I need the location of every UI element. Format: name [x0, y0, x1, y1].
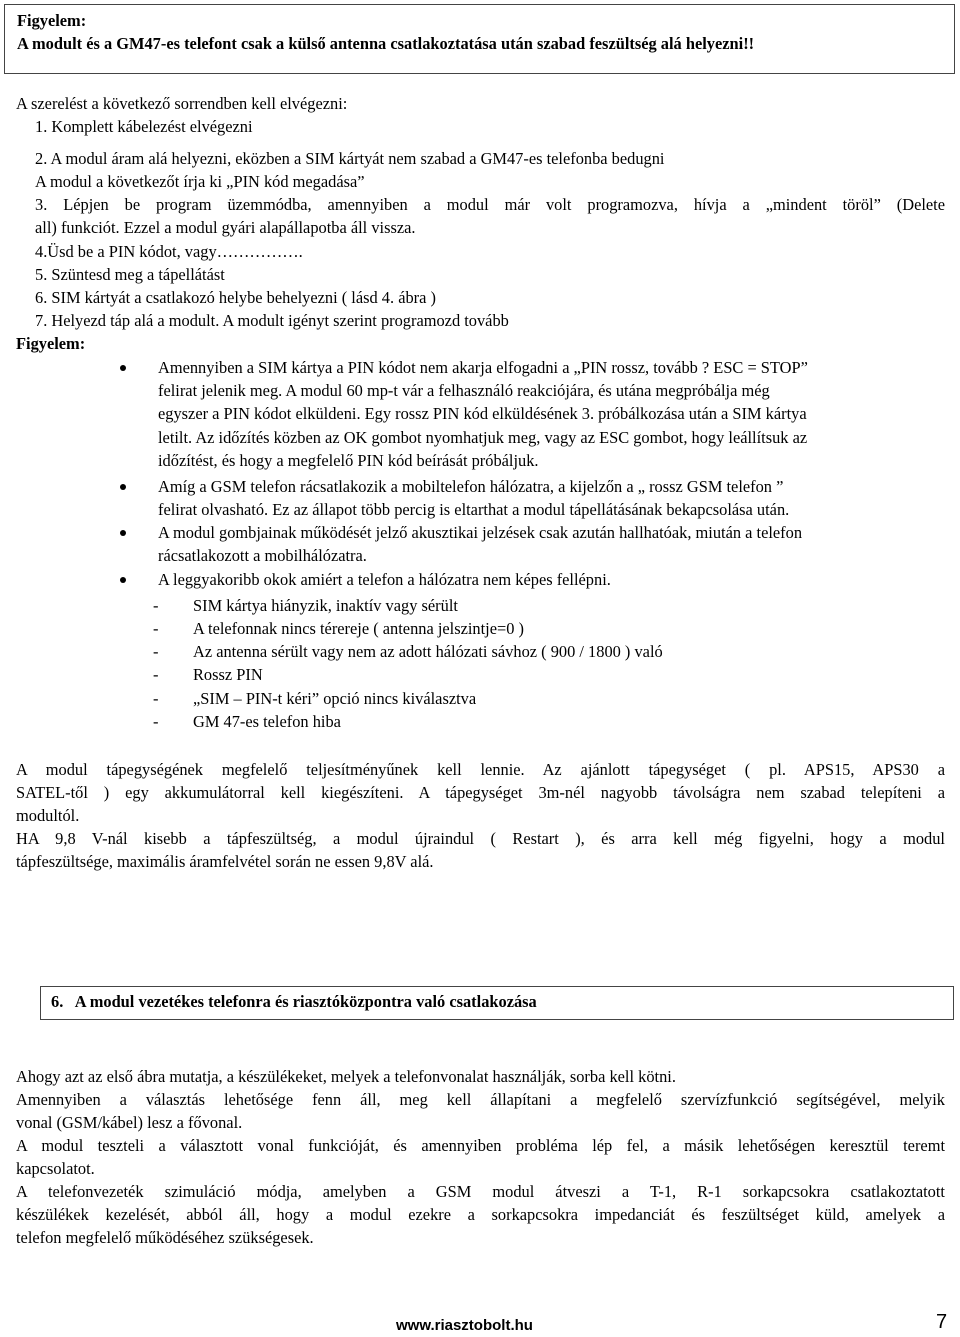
section-number: 6.: [51, 992, 64, 1011]
dash-marker: -: [153, 712, 159, 731]
body-line: készülékek kezelését, abból áll, hogy a modul ezekre a sorkapcsokra impedanciát és feszültséget küld, amelyek a: [16, 1205, 945, 1224]
reason-sim-missing: SIM kártya hiányzik, inaktív vagy sérült: [193, 596, 458, 615]
dash-marker: -: [153, 665, 159, 684]
body-line: Ahogy azt az első ábra mutatja, a készülékeket, melyek a telefonvonalat használják, sorba kell kötni.: [16, 1067, 676, 1086]
note-title: Figyelem:: [16, 334, 86, 353]
dash-marker: -: [153, 689, 159, 708]
page-number: 7: [936, 1311, 948, 1333]
dash-marker: -: [153, 596, 159, 615]
install-step-2-note: A modul a következőt írja ki „PIN kód megadása”: [35, 172, 365, 191]
warning-box: [4, 4, 955, 74]
install-step-1: 1. Komplett kábelezést elvégezni: [35, 117, 253, 136]
power-paragraph-line: SATEL-től ) egy akkumulátorral kell kiegészíteni. A tápegységet 3m-nél nagyobb távolságra nem szabad telepíteni a: [16, 783, 945, 802]
reason-bad-pin: Rossz PIN: [193, 665, 263, 684]
reason-antenna: Az antenna sérült vagy nem az adott hálózati sávhoz ( 900 / 1800 ) való: [193, 642, 663, 661]
install-intro: A szerelést a következő sorrendben kell elvégezni:: [16, 94, 348, 113]
install-step-5: 5. Szüntesd meg a tápellátást: [35, 265, 225, 284]
power-paragraph-line: tápfeszültsége, maximális áramfelvétel során ne essen 9,8V alá.: [16, 852, 434, 871]
power-paragraph-line: HA 9,8 V-nál kisebb a tápfeszültség, a modul újraindul ( Restart ), és arra kell még figyelni, hogy a modul: [16, 829, 945, 848]
power-paragraph-line: modultól.: [16, 806, 80, 825]
bullet-acoustic-signals: A modul gombjainak működését jelző akusztikai jelzések csak azután hallhatóak, miután a telefon rácsatlakozott a mobilhálózatra.: [158, 523, 803, 566]
body-line: A modul teszteli a választott vonal funkcióját, és amennyiben probléma lép fel, a másik lehetőségen keresztül teremt: [16, 1136, 945, 1155]
warning-title: Figyelem:: [17, 11, 87, 30]
install-step-3: 3. Lépjen be program üzemmódba, amennyiben a modul már volt programozva, hívja a „mindent töröl” (Delete: [35, 195, 945, 214]
bullet-icon: [120, 577, 126, 583]
reason-no-signal: A telefonnak nincs térereje ( antenna jelszintje=0 ): [193, 619, 524, 638]
body-line: telefon megfelelő működéséhez szükségesek.: [16, 1228, 314, 1247]
body-line: A telefonvezeték szimuláció módja, amelyben a GSM modul átveszi a T-1, R-1 sorkapcsokra csatlakoztatott: [16, 1182, 945, 1201]
body-line: vonal (GSM/kábel) lesz a fővonal.: [16, 1113, 243, 1132]
install-step-4: 4.Üsd be a PIN kódot, vagy…………….: [35, 242, 303, 261]
reason-phone-fault: GM 47-es telefon hiba: [193, 712, 341, 731]
body-line: Amennyiben a választás lehetősége fenn áll, meg kell állapítani a megfelelő szervízfunkció segítségével, melyik: [16, 1090, 945, 1109]
reason-sim-pin-option: „SIM – PIN-t kéri” opció nincs kiválasztva: [193, 689, 477, 708]
dash-marker: -: [153, 619, 159, 638]
bullet-pin-rejected: Amennyiben a SIM kártya a PIN kódot nem akarja elfogadni a „PIN rossz, tovább ? ESC = STOP” felirat jelenik meg. A modul 60 mp-t vár a felhasználó reakciójára, és utána megpróbálja még egyszer a PIN kódot elküldeni. Egy rossz PIN kód elküldésének 3. próbálkozása után a SIM kártya letilt. Az időzítés közben az OK gombot nyomhatjuk meg, vagy az ESC gombot, hogy leállítsuk az időzítést, és hogy a megfelelő PIN kód beírását próbáljuk.: [158, 358, 808, 470]
section-heading: [40, 986, 954, 1020]
section-title: A modul vezetékes telefonra és riasztóközpontra való csatlakozása: [74, 992, 537, 1011]
bullet-icon: [120, 365, 126, 371]
body-line: kapcsolatot.: [16, 1159, 95, 1178]
power-paragraph-line: A modul tápegységének megfelelő teljesítményűnek kell lennie. Az ajánlott tápegységet ( pl. APS15, APS30 a: [16, 760, 945, 779]
install-step-6: 6. SIM kártyát a csatlakozó helybe behelyezni ( lásd 4. ábra ): [35, 288, 436, 307]
dash-marker: -: [153, 642, 159, 661]
warning-text: A modult és a GM47-es telefont csak a külső antenna csatlakoztatása után szabad feszültség alá helyezni!!: [17, 34, 755, 53]
bullet-gsm-connecting: Amíg a GSM telefon rácsatlakozik a mobiltelefon hálózatra, a kijelzőn a „ rossz GSM telefon ” felirat olvasható. Ez az állapot több percig is eltarthat a modul tápellátásának bekapcsolása után.: [158, 477, 790, 520]
footer-url[interactable]: www.riasztobolt.hu: [396, 1317, 533, 1334]
bullet-icon: [120, 484, 126, 490]
bullet-common-reasons: A leggyakoribb okok amiért a telefon a hálózatra nem képes fellépni.: [158, 570, 611, 589]
bullet-icon: [120, 530, 126, 536]
install-step-3-cont: all) funkciót. Ezzel a modul gyári alapállapotba áll vissza.: [35, 218, 416, 237]
install-step-2: 2. A modul áram alá helyezni, eközben a SIM kártyát nem szabad a GM47-es telefonba bedugni: [35, 149, 665, 168]
install-step-7: 7. Helyezd táp alá a modult. A modult igényt szerint programozd tovább: [35, 311, 509, 330]
